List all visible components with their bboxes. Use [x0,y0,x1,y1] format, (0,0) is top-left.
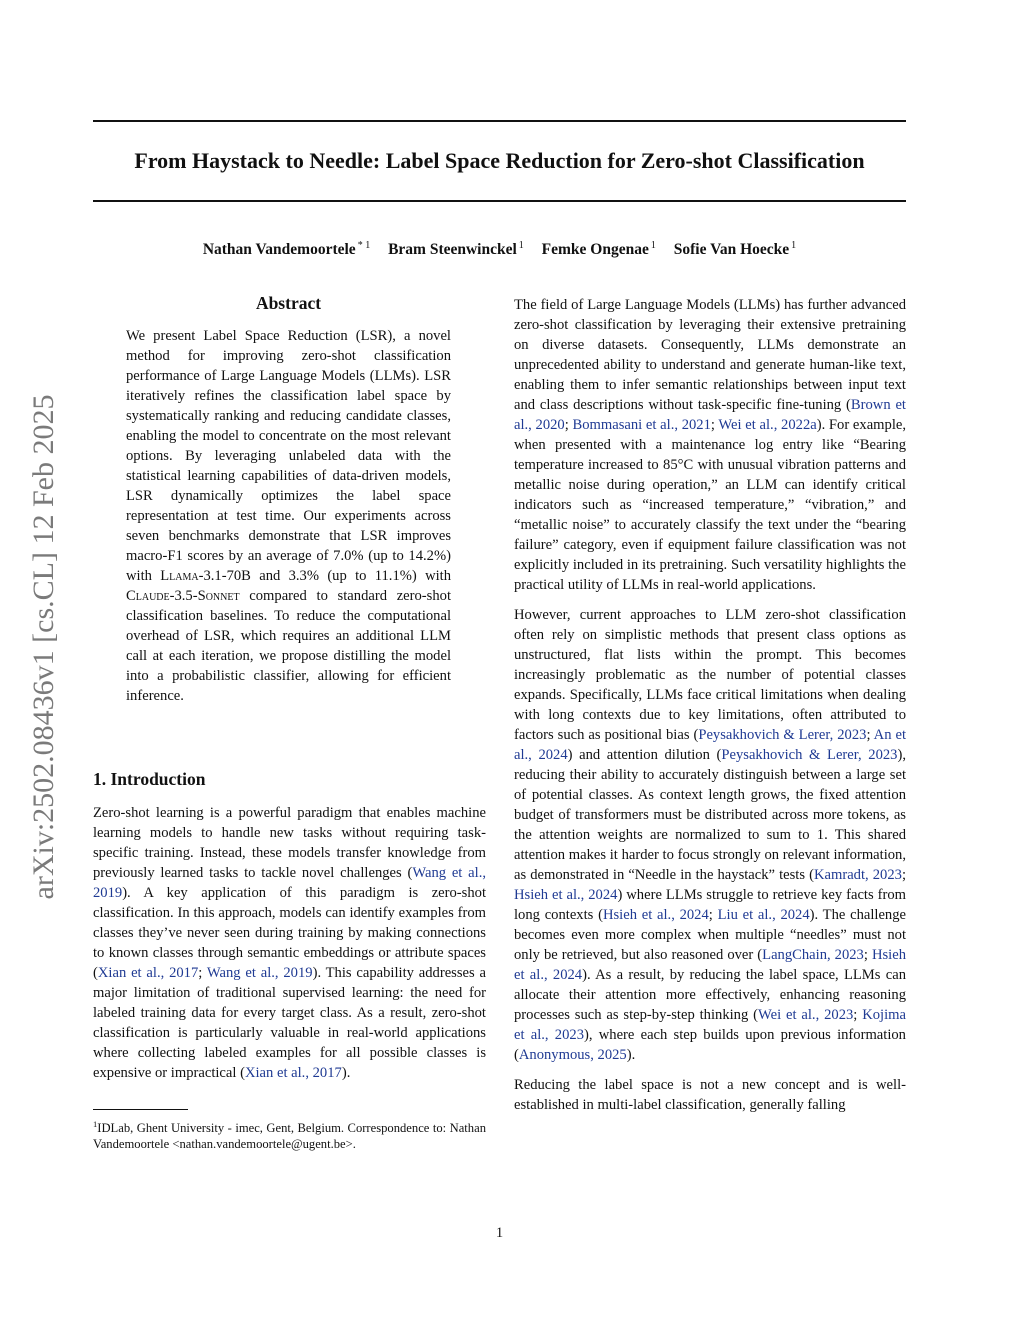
model-name: Llama-3.1-70B [160,568,251,584]
author-name: Nathan Vandemoortele $^{* 1}$ [202,240,371,259]
citation-link[interactable]: Kojima et al., 2023 [514,1007,906,1043]
citation-link[interactable]: An et al., 2024 [514,727,906,763]
citation-link[interactable]: Kamradt, 2023 [813,867,902,883]
citation-link[interactable]: Peysakhovich & Lerer, 2023 [721,747,898,763]
footnote-mark: 1 [93,1119,98,1129]
abstract-heading: Abstract [255,293,322,313]
citation-link[interactable]: Brown et al., 2020 [514,397,906,433]
citation-link[interactable]: Peysakhovich & Lerer, 2023 [698,727,867,743]
page-number: 1 [495,1225,504,1241]
paragraph: The field of Large Language Models (LLMs) has further advanced zero-shot classification by leveraging their extensive pretraining on diverse datasets. Consequently, LLMs demonstrate an unprecedented ability to understand and generate human-like text, enabling them to infer semantic relationships between input text and class descriptions without task-specific fine-tuning (Brown et al., 2020; Bommasani et al., 2021; Wei et al., 2022a). For example, when presented with a maintenance log entry like “Bearing temperature increased to 85°C with unusual vibration patterns and metallic noise during operation,” an LLM can identify critical indicators such as “increased temperature,” “vibration,” and “metallic noise” to accurately classify the text under the “bearing failure” category, even if equipment failure classification was not explicitly included in its pretraining. Such versatility highlights the practical utility of LLMs in real-world applications. [514,297,906,593]
citation-link[interactable]: Hsieh et al., 2024 [602,907,709,923]
paragraph: However, current approaches to LLM zero-shot classification often rely on simplistic methods that present class options as unstructured, flat lists within the prompt. This becomes increasingly problematic as the number of potential classes expands. Specifically, LLMs face critical limitations when dealing with long contexts due to key limitations, often attributed to factors such as positional bias (Peysakhovich & Lerer, 2023; An et al., 2024) and attention dilution (Peysakhovich & Lerer, 2023), reducing their ability to accurately distinguish between a large set of potential classes. As context length grows, the fixed attention budget of transformers must be distributed across more tokens, as the attention weights are normalized to sum to 1. This shared attention makes it harder to focus strongly on relevant information, as demonstrated in “Needle in the haystack” tests (Kamradt, 2023; Hsieh et al., 2024) where LLMs struggle to retrieve key facts from long contexts (Hsieh et al., 2024; Liu et al., 2024). The challenge becomes even more complex when multiple “needles” must not only be retrieved, but also reasoned over (LangChain, 2023; Hsieh et al., 2024). As a result, by reducing the label space, LLMs can allocate their attention more effectively, enhancing reasoning processes such as step-by-step thinking (Wei et al., 2023; Kojima et al., 2023), where each step builds upon previous information (Anonymous, 2025). [514,607,906,1063]
citation-link[interactable]: Hsieh et al., 2024 [514,887,618,903]
footnote-rule [93,1109,188,1110]
section-heading-introduction: 1. Introduction [93,769,206,789]
citation-link[interactable]: Anonymous, 2025 [518,1047,627,1063]
citation-link[interactable]: Xian et al., 2017 [97,965,199,981]
citation-link[interactable]: Bommasani et al., 2021 [572,417,711,433]
author-affiliation-mark: 1 [650,240,656,251]
author-affiliation-mark: * 1 [357,240,371,251]
citation-link[interactable]: Wang et al., 2019 [206,965,313,981]
author-affiliation-mark: 1 [518,240,524,251]
right-column [514,295,906,1125]
author-name: Bram Steenwinckel $^1$ [388,240,524,259]
title-top-rule [93,120,906,122]
title-bottom-rule [93,200,906,202]
citation-link[interactable]: Xian et al., 2017 [244,1065,342,1081]
citation-link[interactable]: LangChain, 2023 [762,947,864,963]
citation-link[interactable]: Wei et al., 2022a [718,417,817,433]
model-name: Claude-3.5-Sonnet [126,588,240,604]
author-list [93,235,906,261]
citation-link[interactable]: Liu et al., 2024 [717,907,810,923]
citation-link[interactable]: Wang et al., 2019 [93,865,486,901]
introduction-text: Zero-shot learning is a powerful paradigm that enables machine learning models to handle new tasks without requiring task-specific training. Instead, these models transfer knowledge from previously learned tasks to tackle novel challenges (Wang et al., 2019). A key application of this paradigm is zero-shot classification. In this approach, models can identify examples from classes they’ve never seen during training by making connections to known classes through semantic embeddings or attribute spaces (Xian et al., 2017; Wang et al., 2019). This capability addresses a major limitation of traditional supervised learning: the need for labeled training data for every target class. As a result, zero-shot classification is particularly valuable in real-world applications where collecting labeled examples for all possible classes is expensive or impractical (Xian et al., 2017). [93,805,486,1081]
author-affiliation-mark: 1 [791,240,797,251]
affiliation-footnote: $^1$IDLab, Ghent University - imec, Gent, Belgium. Correspondence to: Nathan Vandemoortele <nathan.vandemoortele@ugent.be>. [93,1119,486,1152]
author-name: Femke Ongenae $^1$ [541,240,656,259]
citation-link[interactable]: Hsieh et al., 2024 [514,947,906,983]
paper-title: From Haystack to Needle: Label Space Reduction for Zero-shot Classification [134,148,865,173]
citation-link[interactable]: Wei et al., 2023 [758,1007,854,1023]
author-name: Sofie Van Hoecke $^1$ [673,240,797,259]
arxiv-identifier-stamp: arXiv:2502.08436v1 [cs.CL] 12 Feb 2025 [27,394,60,900]
paragraph: Reducing the label space is not a new concept and is well-established in multi-label classification, generally falling [514,1077,906,1113]
abstract-text: We present Label Space Reduction (LSR), a novel method for improving zero-shot classification performance of Large Language Models (LLMs). LSR iteratively refines the classification label space by systematically ranking and reducing candidate classes, enabling the model to concentrate on the most relevant options. By leveraging unlabeled data with the statistical learning capabilities of data-driven models, LSR dynamically optimizes the label space representation at test time. Our experiments across seven benchmarks demonstrate that LSR improves macro-F1 scores by an average of 7.0% (up to 14.2%) with Llama-3.1-70B and 3.3% (up to 11.1%) with Claude-3.5-Sonnet compared to standard zero-shot classification baselines. To reduce the computational overhead of LSR, which requires an additional LLM call at each iteration, we propose distilling the model into a probabilistic classifier, allowing for efficient inference. [126,328,452,704]
